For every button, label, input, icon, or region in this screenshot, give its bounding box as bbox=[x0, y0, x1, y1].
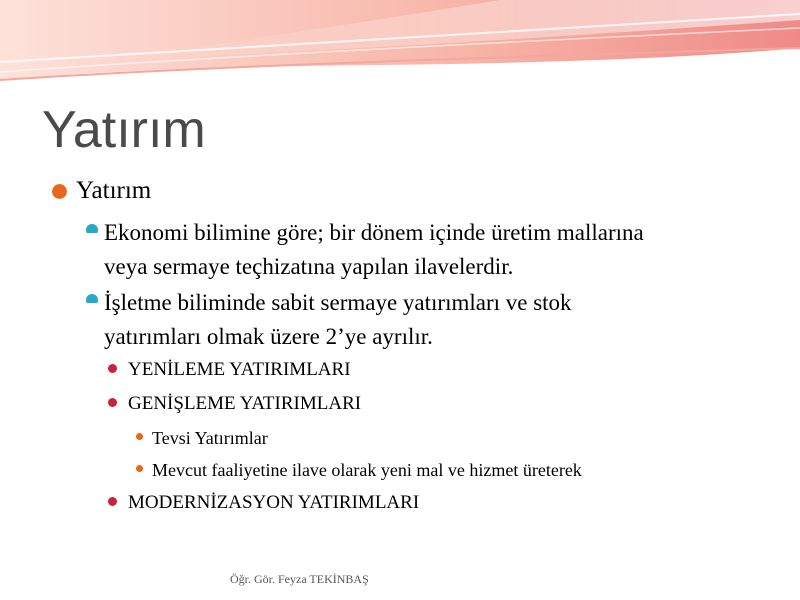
bullet-dot-icon bbox=[86, 224, 98, 236]
list-item-level3: MODERNİZASYON YATIRIMLARI bbox=[128, 492, 420, 513]
list-item-level2-line1: Ekonomi bilimine göre; bir dönem içinde üretim mallarına bbox=[104, 220, 644, 245]
bullet-dot-icon bbox=[108, 497, 117, 506]
list-item-level4: Mevcut faaliyetine ilave olarak yeni mal ve hizmet üreterek bbox=[152, 460, 582, 480]
list-item-level2-line2: yatırımları olmak üzere 2’ye ayrılır. bbox=[104, 324, 433, 349]
bullet-dot-icon bbox=[108, 364, 117, 373]
bullet-dot-icon bbox=[52, 184, 67, 199]
slide-title: Yatırım bbox=[42, 101, 206, 159]
list-item-level2-line2: veya sermaye teçhizatına yapılan ilavelerdir. bbox=[104, 254, 514, 279]
decorative-banner bbox=[0, 0, 800, 100]
list-item-level2-line1: İşletme biliminde sabit sermaye yatırımları ve stok bbox=[104, 290, 572, 315]
list-item-level3: GENİŞLEME YATIRIMLARI bbox=[128, 393, 362, 414]
list-item-level1: Yatırım bbox=[76, 177, 152, 204]
list-item-level4: Tevsi Yatırımlar bbox=[152, 428, 268, 448]
bullet-dot-icon bbox=[108, 398, 117, 407]
bullet-dot-icon bbox=[136, 433, 143, 440]
footer-author: Öğr. Gör. Feyza TEKİNBAŞ bbox=[230, 572, 369, 586]
bullet-dot-icon bbox=[86, 294, 98, 306]
bullet-dot-icon bbox=[136, 465, 143, 472]
list-item-level3: YENİLEME YATIRIMLARI bbox=[128, 359, 351, 380]
